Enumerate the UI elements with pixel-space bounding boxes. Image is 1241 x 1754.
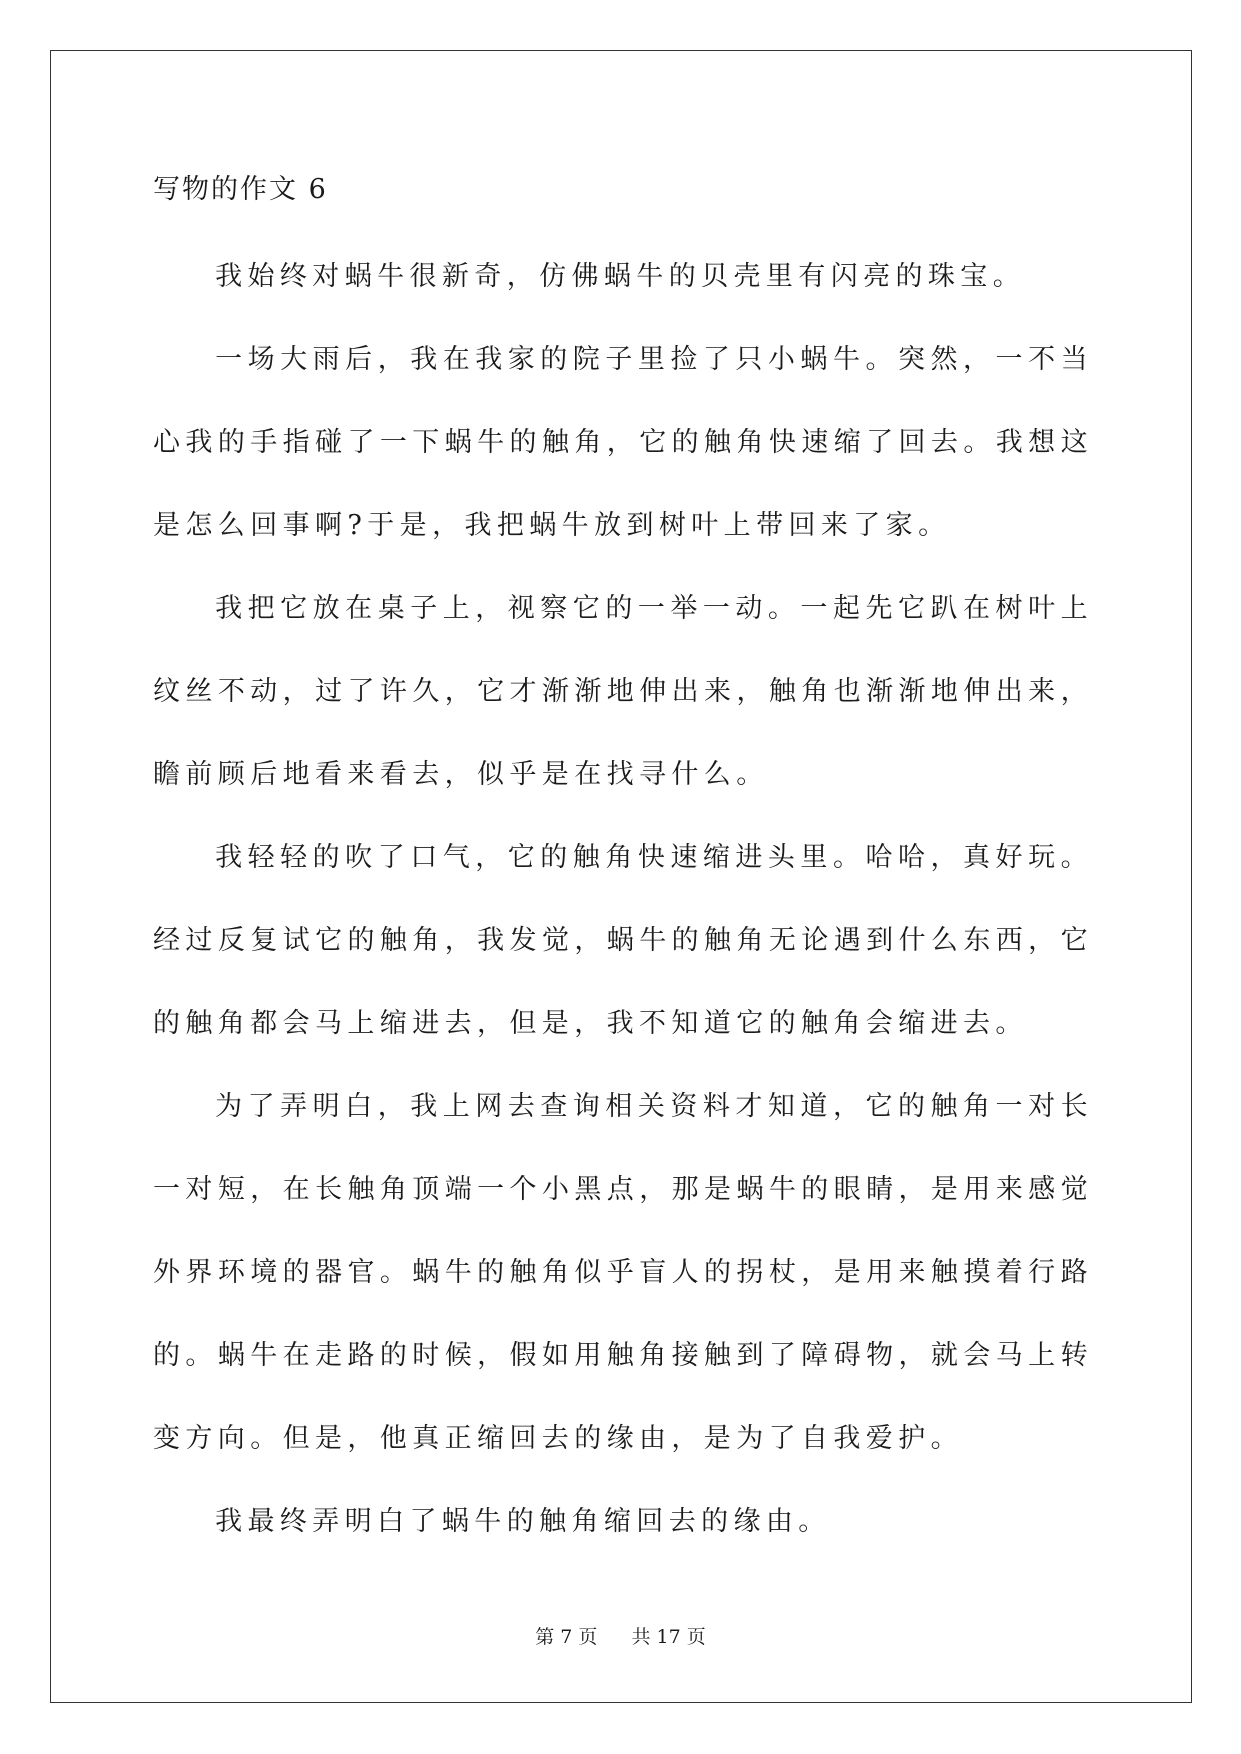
paragraph-6: 我最终弄明白了蜗牛的触角缩回去的缘由。 — [215, 1506, 831, 1537]
page-number: 第 7 页 — [535, 1626, 598, 1648]
paragraph-3: 我把它放在桌子上，视察它的一举一动。一起先它趴在树叶上纹丝不动，过了许久，它才渐渐地伸出来，触角也渐渐地伸出来，瞻前顾后地看来看去，似乎是在找寻什么。 — [153, 593, 1093, 790]
paragraph-1: 我始终对蜗牛很新奇，仿佛蜗牛的贝壳里有闪亮的珠宝。 — [215, 261, 1026, 292]
document-title: 写物的作文 6 — [153, 174, 328, 205]
paragraph-5: 为了弄明白，我上网去查询相关资料才知道，它的触角一对长一对短，在长触角顶端一个小黑点，那是蜗牛的眼睛，是用来感觉外界环境的器官。蜗牛的触角似乎盲人的拐杖，是用来触摸着行路的。蜗牛在走路的时候，假如用触角接触到了障碍物，就会马上转变方向。但是，他真正缩回去的缘由，是为了自我爱护。 — [153, 1091, 1093, 1454]
paragraph-4: 我轻轻的吹了口气，它的触角快速缩进头里。哈哈，真好玩。经过反复试它的触角，我发觉，蜗牛的触角无论遇到什么东西，它的触角都会马上缩进去，但是，我不知道它的触角会缩进去。 — [153, 842, 1093, 1039]
paragraph-2: 一场大雨后，我在我家的院子里捡了只小蜗牛。突然，一不当心我的手指碰了一下蜗牛的触角，它的触角快速缩了回去。我想这是怎么回事啊?于是，我把蜗牛放到树叶上带回来了家。 — [153, 344, 1093, 541]
page-footer — [0, 1625, 1241, 1649]
page-total: 共 17 页 — [631, 1626, 706, 1648]
